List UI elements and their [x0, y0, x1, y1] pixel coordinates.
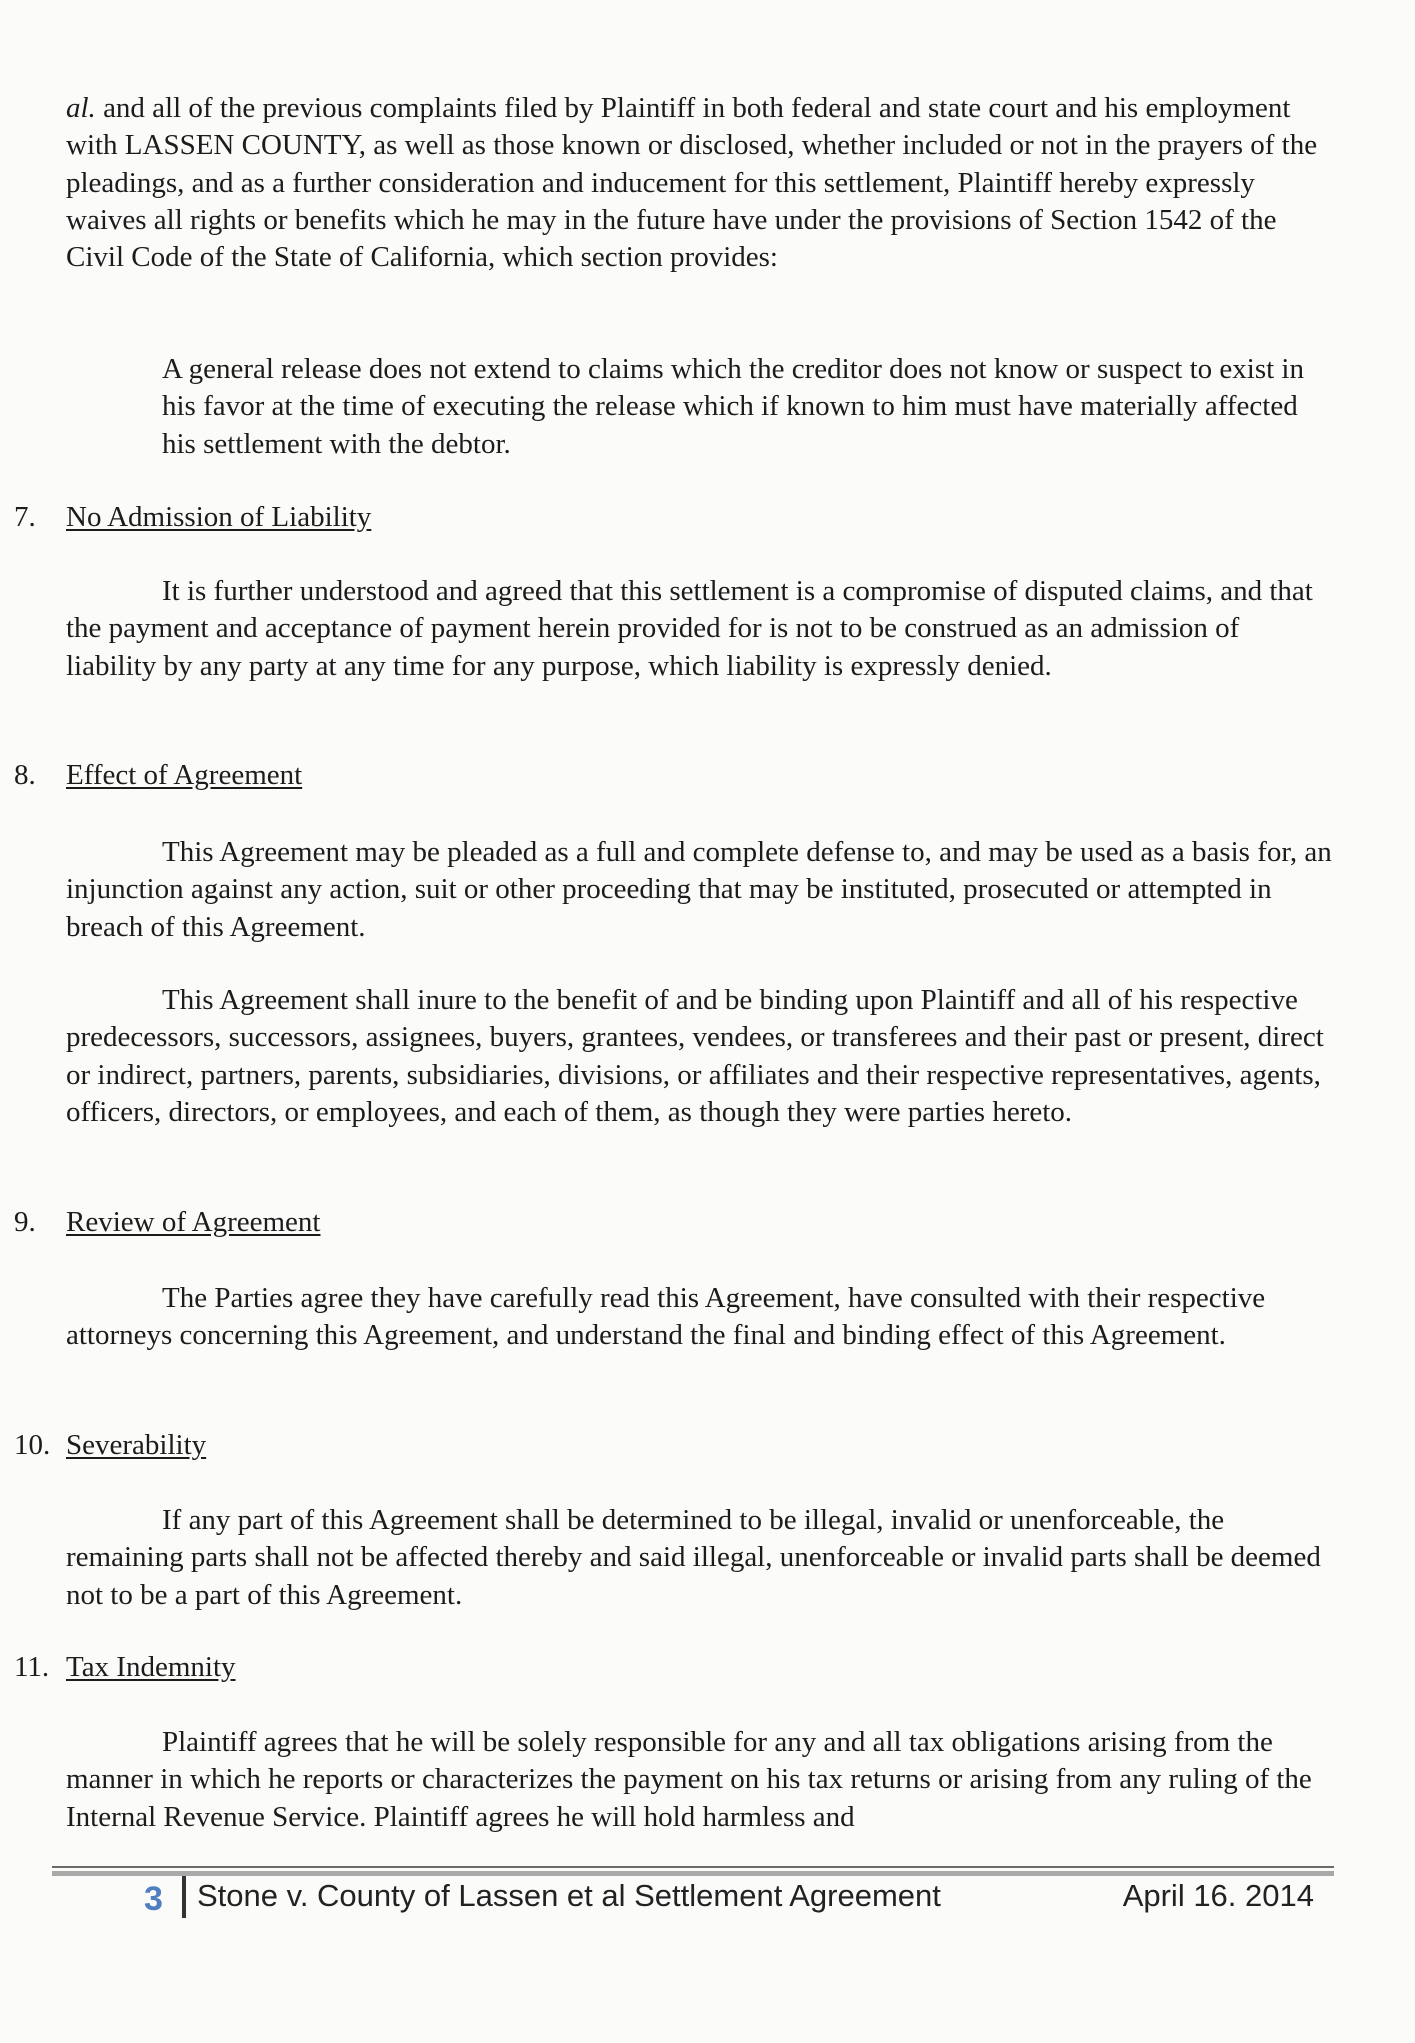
- footer-separator: [182, 1876, 186, 1918]
- page-footer: [52, 1872, 1334, 1922]
- footer-title: Stone v. County of Lassen et al Settlement Agreement: [197, 1878, 941, 1913]
- section-11-heading: [14, 1649, 236, 1686]
- section-number: 8.: [14, 759, 36, 791]
- section-number: 10.: [14, 1429, 51, 1461]
- section-11-paragraph: Plaintiff agrees that he will be solely responsible for any and all tax obligations arising from the manner in which he reports or characterizes the payment on his tax returns or arising from any ruling of the Internal Revenue Service. Plaintiff agrees he will hold harmless and: [66, 1726, 1312, 1833]
- section-8-paragraph-1: This Agreement may be pleaded as a full and complete defense to, and may be used as a basis for, an injunction against any action, suit or other proceeding that may be instituted, prosecuted or attempted in breach of this Agreement.: [66, 836, 1332, 943]
- section-title: Tax Indemnity: [66, 1651, 236, 1683]
- section-10-paragraph: If any part of this Agreement shall be determined to be illegal, invalid or unenforceable, the remaining parts shall not be affected thereby and said illegal, unenforceable or invalid parts shall be deemed not to be a part of this Agreement.: [66, 1504, 1321, 1611]
- section-title: Effect of Agreement: [66, 759, 303, 791]
- quoted-civil-code-1542: A general release does not extend to claims which the creditor does not know or suspect to exist in his favor at the time of executing the release which if known to him must have materially affected his settlement with the debtor.: [162, 353, 1304, 460]
- section-number: 7.: [14, 501, 36, 533]
- section-10-heading: [14, 1427, 206, 1464]
- section-7-paragraph: It is further understood and agreed that this settlement is a compromise of disputed claims, and that the payment and acceptance of payment herein provided for is not to be construed as an admission of liability by any party at any time for any purpose, which liability is expressly denied.: [66, 575, 1313, 682]
- footer-date: April 16. 2014: [1122, 1878, 1314, 1913]
- section-9-heading: [14, 1204, 320, 1241]
- page-number: 3: [144, 1880, 163, 1918]
- section-number: 11.: [14, 1651, 50, 1683]
- italic-al: al.: [66, 92, 96, 124]
- section-8-paragraph-2: This Agreement shall inure to the benefit of and be binding upon Plaintiff and all of his respective predecessors, successors, assignees, buyers, grantees, vendees, or transferees and their past or present, direct or indirect, partners, parents, subsidiaries, divisions, or affiliates and their respective representatives, agents, officers, directors, or employees, and each of them, as though they were parties hereto.: [66, 984, 1324, 1128]
- section-title: No Admission of Liability: [66, 501, 372, 533]
- section-number: 9.: [14, 1206, 36, 1238]
- section-title: Review of Agreement: [66, 1206, 321, 1238]
- paragraph-release-text: and all of the previous complaints filed by Plaintiff in both federal and state court and his employment with LASSEN COUNTY, as well as those known or disclosed, whether included or not in the prayers of the pleadings, and as a further consideration and inducement for this settlement, Plaintiff hereby expressly waives all rights or benefits which he may in the future have under the provisions of Section 1542 of the Civil Code of the State of California, which section provides:: [66, 92, 1318, 274]
- section-8-heading: [14, 757, 302, 794]
- section-9-paragraph: The Parties agree they have carefully read this Agreement, have consulted with their respective attorneys concerning this Agreement, and understand the final and binding effect of this Agreement.: [66, 1282, 1266, 1352]
- section-7-heading: [14, 499, 371, 536]
- paragraph-release: [66, 90, 1336, 276]
- section-title: Severability: [66, 1429, 207, 1461]
- footer-rule: [52, 1866, 1334, 1868]
